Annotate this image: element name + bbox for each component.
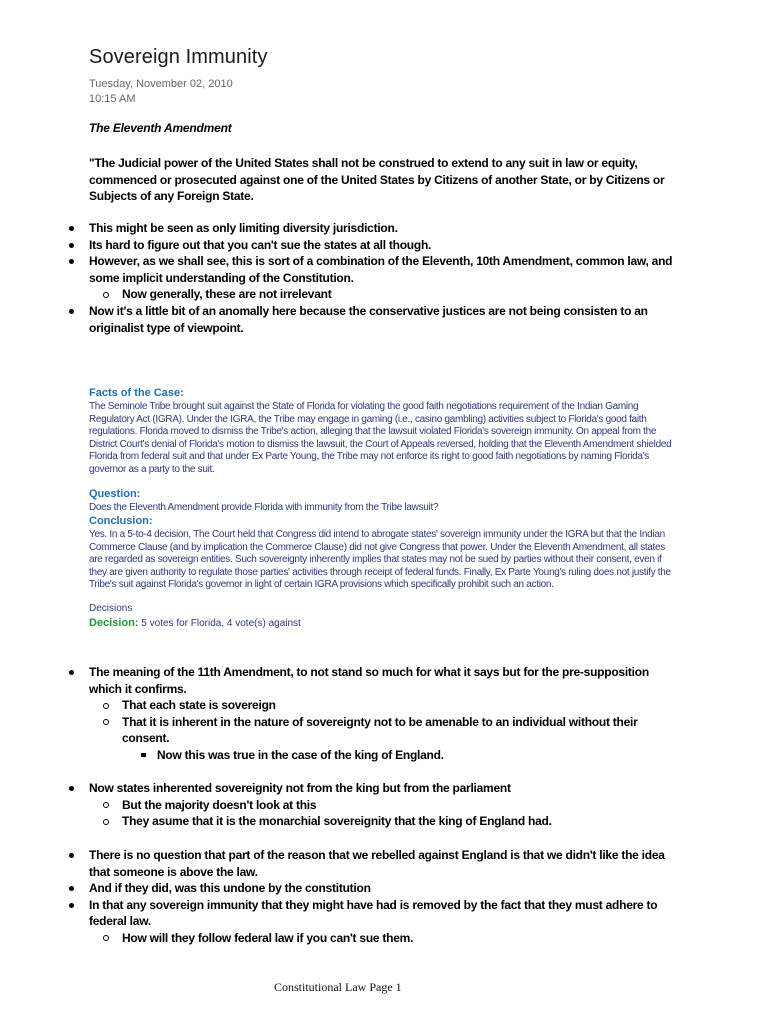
list-item xyxy=(0,880,680,897)
bullet-icon xyxy=(69,226,74,231)
list-item-text: However, as we shall see, this is sort of a combination of the Eleventh, 10th Amendment, common law, and some implicit understanding of the Constitution. xyxy=(89,254,673,285)
bullet-icon xyxy=(69,259,74,264)
bullet-icon xyxy=(69,886,74,891)
notes-list-2 xyxy=(0,664,680,764)
notes-list-3 xyxy=(0,780,680,830)
sub-bullet-icon xyxy=(103,819,109,825)
list-item-text: That it is inherent in the nature of sovereignty not to be amenable to an individual without their consent. xyxy=(122,714,638,746)
list-item xyxy=(0,286,680,303)
question-label: Question: xyxy=(89,488,141,500)
list-item-text: Now states inherented sovereignity not from the king but from the parliament xyxy=(89,781,511,795)
facts-label: Facts of the Case: xyxy=(89,387,184,399)
list-item xyxy=(0,897,680,930)
list-item xyxy=(0,253,680,286)
bullet-icon xyxy=(69,786,74,791)
page-footer: Constitutional Law Page 1 xyxy=(274,980,402,994)
list-item xyxy=(0,780,680,797)
sub-bullet-icon xyxy=(103,292,109,298)
list-item xyxy=(0,847,680,880)
decision-label: Decision: xyxy=(89,617,139,629)
sub-bullet-icon xyxy=(103,935,109,941)
notes-list-1 xyxy=(0,220,680,336)
notes-list-4 xyxy=(0,847,680,947)
question-text: Does the Eleventh Amendment provide Florida with immunity from the Tribe lawsuit? xyxy=(89,502,439,513)
list-item xyxy=(0,797,680,814)
list-item-text: And if they did, was this undone by the constitution xyxy=(89,881,371,896)
list-item xyxy=(0,303,680,336)
bullet-icon xyxy=(69,309,74,314)
list-item xyxy=(0,237,680,254)
sub-bullet-icon xyxy=(103,719,109,725)
list-item xyxy=(0,930,680,947)
page-time: 10:15 AM xyxy=(89,93,136,105)
list-item xyxy=(0,220,680,237)
decision-text: 5 votes for Florida, 4 vote(s) against xyxy=(141,618,301,629)
decisions-label: Decisions xyxy=(89,603,133,614)
bullet-icon xyxy=(69,903,74,908)
list-item xyxy=(0,813,680,830)
section-heading: The Eleventh Amendment xyxy=(89,121,232,135)
list-item-text: Now generally, these are not irrelevant xyxy=(122,287,332,302)
square-bullet-icon xyxy=(141,753,146,758)
page-title: Sovereign Immunity xyxy=(89,46,268,68)
list-item-text: They asume that it is the monarchial sovereignity that the king of England had. xyxy=(122,814,552,829)
list-item xyxy=(0,697,680,714)
list-item-text: This might be seen as only limiting diversity jurisdiction. xyxy=(89,221,398,235)
list-item-text: That each state is sovereign xyxy=(122,698,276,713)
list-item-text: Now it's a little bit of an anomally here because the conservative justices are not being consisten to an originalist type of viewpoint. xyxy=(89,303,648,335)
list-item-text: But the majority doesn't look at this xyxy=(122,797,317,812)
conclusion-label: Conclusion: xyxy=(89,515,153,527)
page-date: Tuesday, November 02, 2010 xyxy=(89,78,233,90)
amendment-quote: "The Judicial power of the United States shall not be construed to extend to any suit in law or equity, commenced or prosecuted against one of the United States by Citizens of another State, or by Citizens or Subjects of any Foreign State. xyxy=(89,156,665,204)
bullet-icon xyxy=(69,853,74,858)
conclusion-text: Yes. In a 5-to-4 decision, The Court held that Congress did intend to abrogate states' sovereign immunity under the IGRA but that the Indian Commerce Clause (and by implication the Commerce Clause) did not give Congress that power. Under the Eleventh Amendment, all states are regarded as sovereign entities. Such sovereignty inherently implies that states may not be sued by parties without their consent, even if they are given authority to regulate those parties' activities through receipt of federal funds. Finally, Ex Parte Young's ruling does not justify the Tribe's suit against Florida's governor in light of certain IGRA provisions which specifically prohibit such an action. xyxy=(89,529,671,590)
list-item-text: In that any sovereign immunity that they might have had is removed by the fact that they must adhere to federal law. xyxy=(89,897,658,929)
bullet-icon xyxy=(69,670,74,675)
list-item-text: How will they follow federal law if you can't sue them. xyxy=(122,930,414,945)
sub-bullet-icon xyxy=(103,802,109,808)
list-item xyxy=(0,714,680,747)
list-item-text: Now this was true in the case of the king of England. xyxy=(157,747,444,762)
sub-bullet-icon xyxy=(103,703,109,709)
list-item-text: Its hard to figure out that you can't sue the states at all though. xyxy=(89,237,432,252)
facts-text: The Seminole Tribe brought suit against the State of Florida for violating the good faith negotiations requirement of the Indian Gaming Regulatory Act (IGRA). Under the IGRA, the Tribe may engage in gaming (i.e., casino gambling) activities subject to Florida's good faith regulations. Florida moved to dismiss the Tribe's action, alleging that the lawsuit violated Florida's sovereign immunity. On appeal from the District Court's denial of Florida's motion to dismiss the lawsuit, the Court of Appeals reversed, holding that the Eleventh Amendment shielded Florida from federal suit and that under Ex Parte Young, the Tribe may not enforce its right to good faith negotiations by naming Florida's governor as a party to the suit. xyxy=(89,401,672,475)
list-item xyxy=(0,747,680,764)
list-item xyxy=(0,664,680,697)
decision-row xyxy=(89,617,301,629)
list-item-text: There is no question that part of the reason that we rebelled against England is that we didn't like the idea that someone is above the law. xyxy=(89,848,665,879)
list-item-text: The meaning of the 11th Amendment, to not stand so much for what it says but for the pre-supposition which it confirms. xyxy=(89,665,649,696)
bullet-icon xyxy=(69,243,74,248)
